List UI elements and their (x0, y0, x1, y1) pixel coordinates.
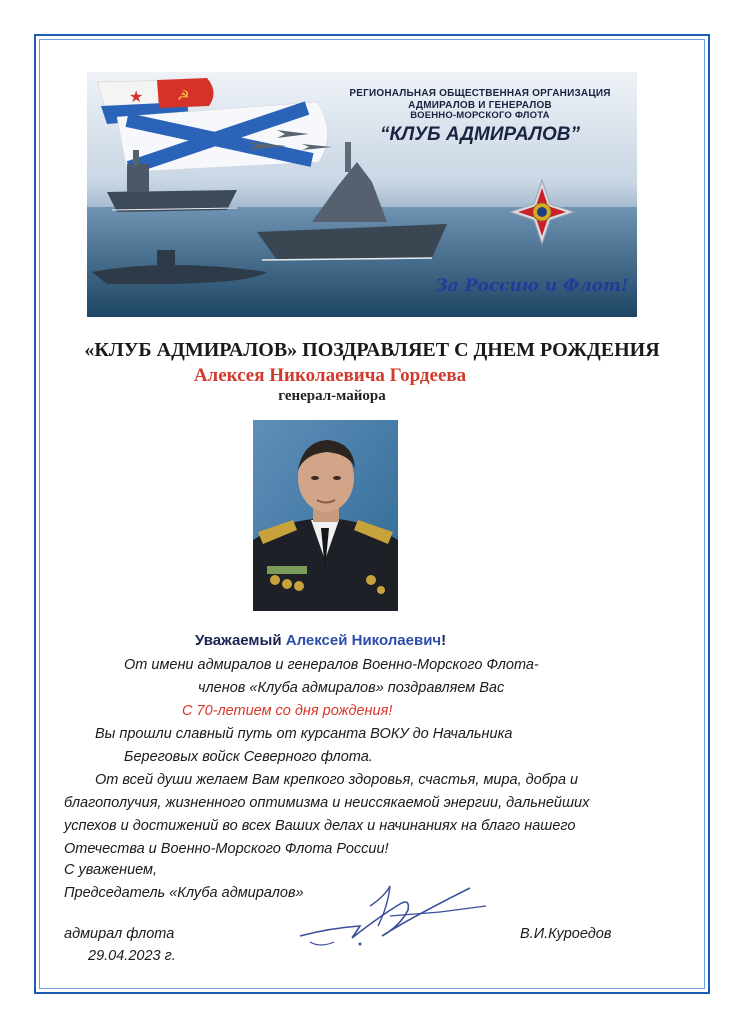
greeting (195, 632, 446, 649)
org-description-line3: ВОЕННО-МОРСКОГО ФЛОТА (410, 110, 550, 121)
letter-line-3-anniversary: С 70-летием со дня рождения! (182, 703, 393, 719)
letter-line-1: От имени адмиралов и генералов Военно-Морского Флота- (124, 657, 539, 673)
letter-line-8: успехов и достижений во всех Ваших делах и начинаниях на благо нашего (64, 818, 576, 834)
letter-line-4: Вы прошли славный путь от курсанта ВОКУ до Начальника (95, 726, 513, 742)
honoree-rank: генерал-майора (278, 388, 386, 404)
signer-rank: адмирал флота (64, 926, 175, 942)
signer-position: Председатель «Клуба адмиралов» (64, 885, 304, 901)
svg-text:☭: ☭ (177, 88, 190, 104)
signer-name: В.И.Куроедов (520, 926, 612, 942)
handwritten-signature (290, 876, 490, 956)
org-description-line1: РЕГИОНАЛЬНАЯ ОБЩЕСТВЕННАЯ ОРГАНИЗАЦИЯ (349, 88, 611, 99)
motto: За Россию и Флот! (435, 276, 629, 296)
letter-date: 29.04.2023 г. (88, 948, 176, 964)
org-name: “КЛУБ АДМИРАЛОВ” (380, 124, 580, 145)
greeting-prefix: Уважаемый (195, 632, 286, 649)
closing-regards: С уважением, (64, 862, 158, 878)
letter-line-9: Отечества и Военно-Морского Флота России! (64, 841, 389, 857)
greeting-suffix: ! (441, 632, 447, 649)
honoree-name: Алексея Николаевича Гордеева (193, 365, 467, 386)
letter-line-5: Береговых войск Северного флота. (124, 749, 373, 765)
svg-text:★: ★ (129, 87, 144, 106)
letter-line-2: членов «Клуба адмиралов» поздравляем Вас (198, 680, 505, 696)
portrait-photo (253, 420, 398, 611)
letter-line-7: благополучия, жизненного оптимизма и неиссякаемой энергии, дальнейших (64, 795, 590, 811)
letter-line-6: От всей души желаем Вам крепкого здоровья, счастья, мира, добра и (95, 772, 579, 788)
greeting-name: Алексей Николаевич (285, 632, 442, 649)
org-description-line2: АДМИРАЛОВ И ГЕНЕРАЛОВ (408, 100, 552, 111)
congratulation-heading: «КЛУБ АДМИРАЛОВ» ПОЗДРАВЛЯЕТ С ДНЕМ РОЖДЕНИЯ (84, 339, 660, 361)
